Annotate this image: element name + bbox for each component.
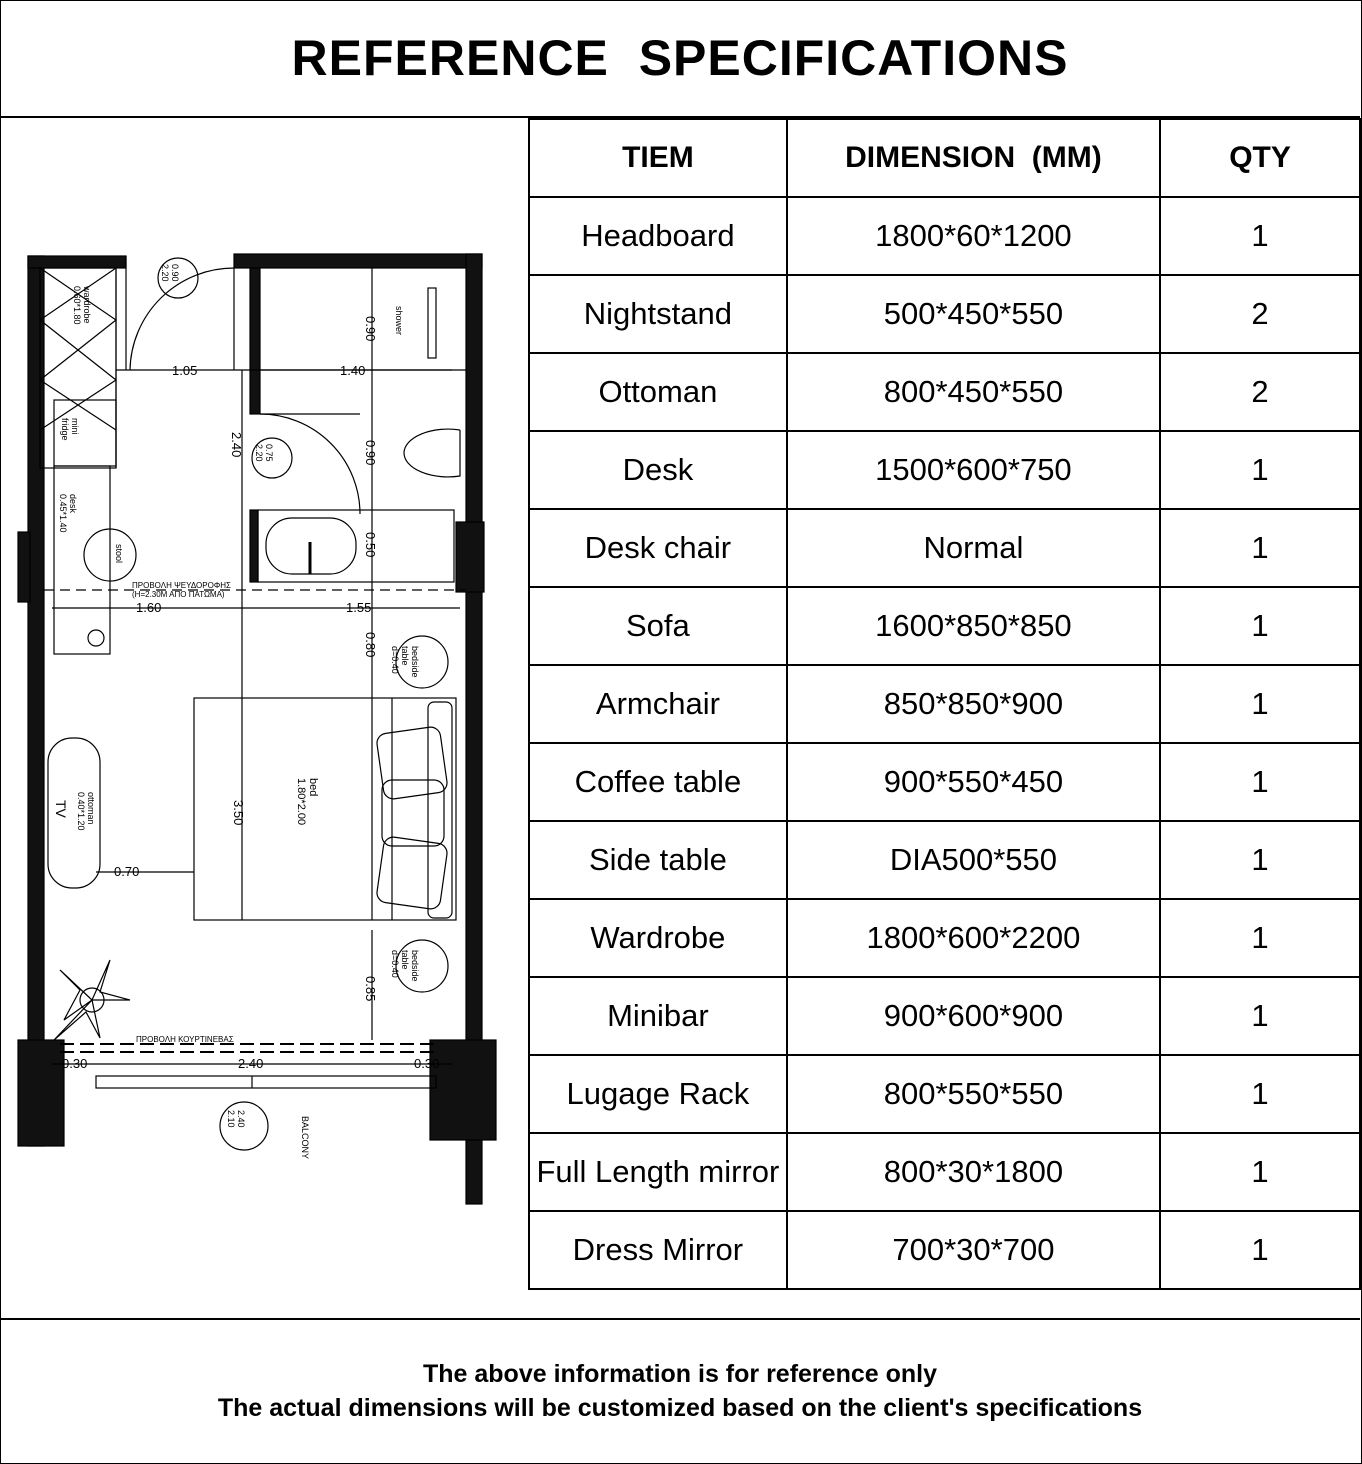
cell-qty: 1 xyxy=(1160,977,1360,1055)
floor-plan xyxy=(0,120,528,1318)
wall-top-right xyxy=(234,254,482,268)
cell-item: Full Length mirror xyxy=(529,1133,787,1211)
shower-label: shower xyxy=(394,306,404,336)
cell-qty: 1 xyxy=(1160,431,1360,509)
table-row xyxy=(529,899,1360,977)
cell-qty: 1 xyxy=(1160,197,1360,275)
tv-label: TV xyxy=(53,800,69,818)
cell-qty: 2 xyxy=(1160,353,1360,431)
table-row xyxy=(529,665,1360,743)
cell-item: Sofa xyxy=(529,587,787,665)
dim-0-30-left: 0.30 xyxy=(62,1056,88,1071)
stool-label: stool xyxy=(114,544,124,564)
cell-dimension: 700*30*700 xyxy=(787,1211,1160,1289)
cell-item: Headboard xyxy=(529,197,787,275)
minibar-label: minifridge xyxy=(60,418,80,441)
dim-2-40-bottom: 2.40 xyxy=(238,1056,264,1071)
cell-item: Desk chair xyxy=(529,509,787,587)
bath-door-swing xyxy=(260,414,360,514)
table-row xyxy=(529,1133,1360,1211)
table-row xyxy=(529,275,1360,353)
cell-qty: 1 xyxy=(1160,587,1360,665)
cell-dimension: 500*450*550 xyxy=(787,275,1160,353)
table-row xyxy=(529,197,1360,275)
balcony-door xyxy=(96,1076,436,1088)
wall-left xyxy=(28,256,44,1146)
ottoman-label: ottoman0.40*1.20 xyxy=(76,792,96,831)
cell-dimension: 800*450*550 xyxy=(787,353,1160,431)
column-right xyxy=(456,522,484,592)
table-row xyxy=(529,743,1360,821)
cell-qty: 1 xyxy=(1160,821,1360,899)
table-row xyxy=(529,1055,1360,1133)
dim-0-70: 0.70 xyxy=(114,864,140,879)
bedside-label-top: bedsidetabled=0.40 xyxy=(390,646,420,678)
table-row xyxy=(529,587,1360,665)
wardrobe-label: wardrobe0.60*1.80 xyxy=(72,286,92,325)
page-title: REFERENCE SPECIFICATIONS xyxy=(0,0,1360,118)
dim-1-55: 1.55 xyxy=(346,600,372,615)
cell-item: Ottoman xyxy=(529,353,787,431)
cell-qty: 1 xyxy=(1160,665,1360,743)
entry-door-tag: 0.902.20 xyxy=(160,264,180,282)
cell-dimension: 1600*850*850 xyxy=(787,587,1160,665)
bedside-label-bottom: bedsidetabled=0.40 xyxy=(390,950,420,982)
cell-dimension: 1500*600*750 xyxy=(787,431,1160,509)
cell-dimension: Normal xyxy=(787,509,1160,587)
dim-1-60: 1.60 xyxy=(136,600,162,615)
projection-bottom-label: ΠΡΟΒΟΛΗ ΚΟΥΡΤΙΝΕΒΑΣ xyxy=(136,1035,234,1044)
dim-0-90-b: 0.90 xyxy=(363,440,378,466)
cell-qty: 1 xyxy=(1160,509,1360,587)
table-row xyxy=(529,1211,1360,1289)
plant xyxy=(54,960,130,1040)
floor-plan-drawing xyxy=(0,120,528,1318)
bath-door-tag: 0.752.20 xyxy=(254,444,274,462)
entry-door-swing xyxy=(130,268,234,370)
bed-label: bed1.80*2.00 xyxy=(294,778,319,826)
projection-top-label: ΠΡΟΒΟΛΗ ΨΕΥΔΟΡΟΦΗΣ (Η=2.30Μ ΑΠΟ ΠΑΤΩΜΑ) xyxy=(132,581,231,599)
table-row xyxy=(529,431,1360,509)
dim-1-05: 1.05 xyxy=(172,363,198,378)
cell-item: Armchair xyxy=(529,665,787,743)
cell-item: Dress Mirror xyxy=(529,1211,787,1289)
column-left xyxy=(18,532,30,602)
cell-item: Minibar xyxy=(529,977,787,1055)
bath-wall xyxy=(250,268,260,414)
cell-dimension: 1800*600*2200 xyxy=(787,899,1160,977)
dim-0-85: 0.85 xyxy=(363,976,378,1002)
cell-qty: 1 xyxy=(1160,1211,1360,1289)
table-row xyxy=(529,509,1360,587)
pillow xyxy=(376,726,449,800)
cell-item: Nightstand xyxy=(529,275,787,353)
toilet xyxy=(404,429,460,477)
cell-dimension: 1800*60*1200 xyxy=(787,197,1160,275)
cell-item: Coffee table xyxy=(529,743,787,821)
cell-qty: 1 xyxy=(1160,743,1360,821)
cell-qty: 1 xyxy=(1160,899,1360,977)
column-bottom-right xyxy=(430,1040,496,1140)
pillow xyxy=(376,836,449,910)
cell-item: Lugage Rack xyxy=(529,1055,787,1133)
cell-item: Side table xyxy=(529,821,787,899)
desk-label: desk0.45*1.40 xyxy=(58,494,78,533)
dim-0-80: 0.80 xyxy=(363,632,378,658)
balcony-label: BALCONY xyxy=(300,1116,310,1160)
wall-top-left xyxy=(28,256,126,268)
balcony-door-tag: 2.402.10 xyxy=(226,1110,246,1128)
footer-line-2: The actual dimensions will be customized based on the client's specifications xyxy=(217,1394,1143,1422)
cell-qty: 1 xyxy=(1160,1055,1360,1133)
shower xyxy=(428,288,436,358)
cell-dimension: 900*550*450 xyxy=(787,743,1160,821)
footer-note xyxy=(0,1318,1360,1462)
footer-line-1: The above information is for reference only xyxy=(422,1360,937,1388)
dim-0-90-a: 0.90 xyxy=(363,316,378,342)
dim-3-50: 3.50 xyxy=(231,800,246,826)
spec-table xyxy=(528,118,1361,1290)
cell-item: Desk xyxy=(529,431,787,509)
pillow xyxy=(382,780,444,846)
header-dimension: DIMENSION (MM) xyxy=(787,119,1160,197)
cell-qty: 2 xyxy=(1160,275,1360,353)
dim-0-50: 0.50 xyxy=(363,532,378,558)
column-bottom-left xyxy=(18,1040,64,1146)
dim-1-40: 1.40 xyxy=(340,363,366,378)
dim-2-40: 2.40 xyxy=(229,432,244,458)
cell-dimension: 800*30*1800 xyxy=(787,1133,1160,1211)
cell-dimension: 900*600*900 xyxy=(787,977,1160,1055)
cell-dimension: 850*850*900 xyxy=(787,665,1160,743)
cell-item: Wardrobe xyxy=(529,899,787,977)
header-item: TIEM xyxy=(529,119,787,197)
table-header-row xyxy=(529,119,1360,197)
cell-dimension: DIA500*550 xyxy=(787,821,1160,899)
cell-qty: 1 xyxy=(1160,1133,1360,1211)
table-row xyxy=(529,353,1360,431)
dim-0-30-right: 0.30 xyxy=(414,1056,440,1071)
cell-dimension: 800*550*550 xyxy=(787,1055,1160,1133)
header-qty: QTY xyxy=(1160,119,1360,197)
table-row xyxy=(529,977,1360,1055)
table-row xyxy=(529,821,1360,899)
